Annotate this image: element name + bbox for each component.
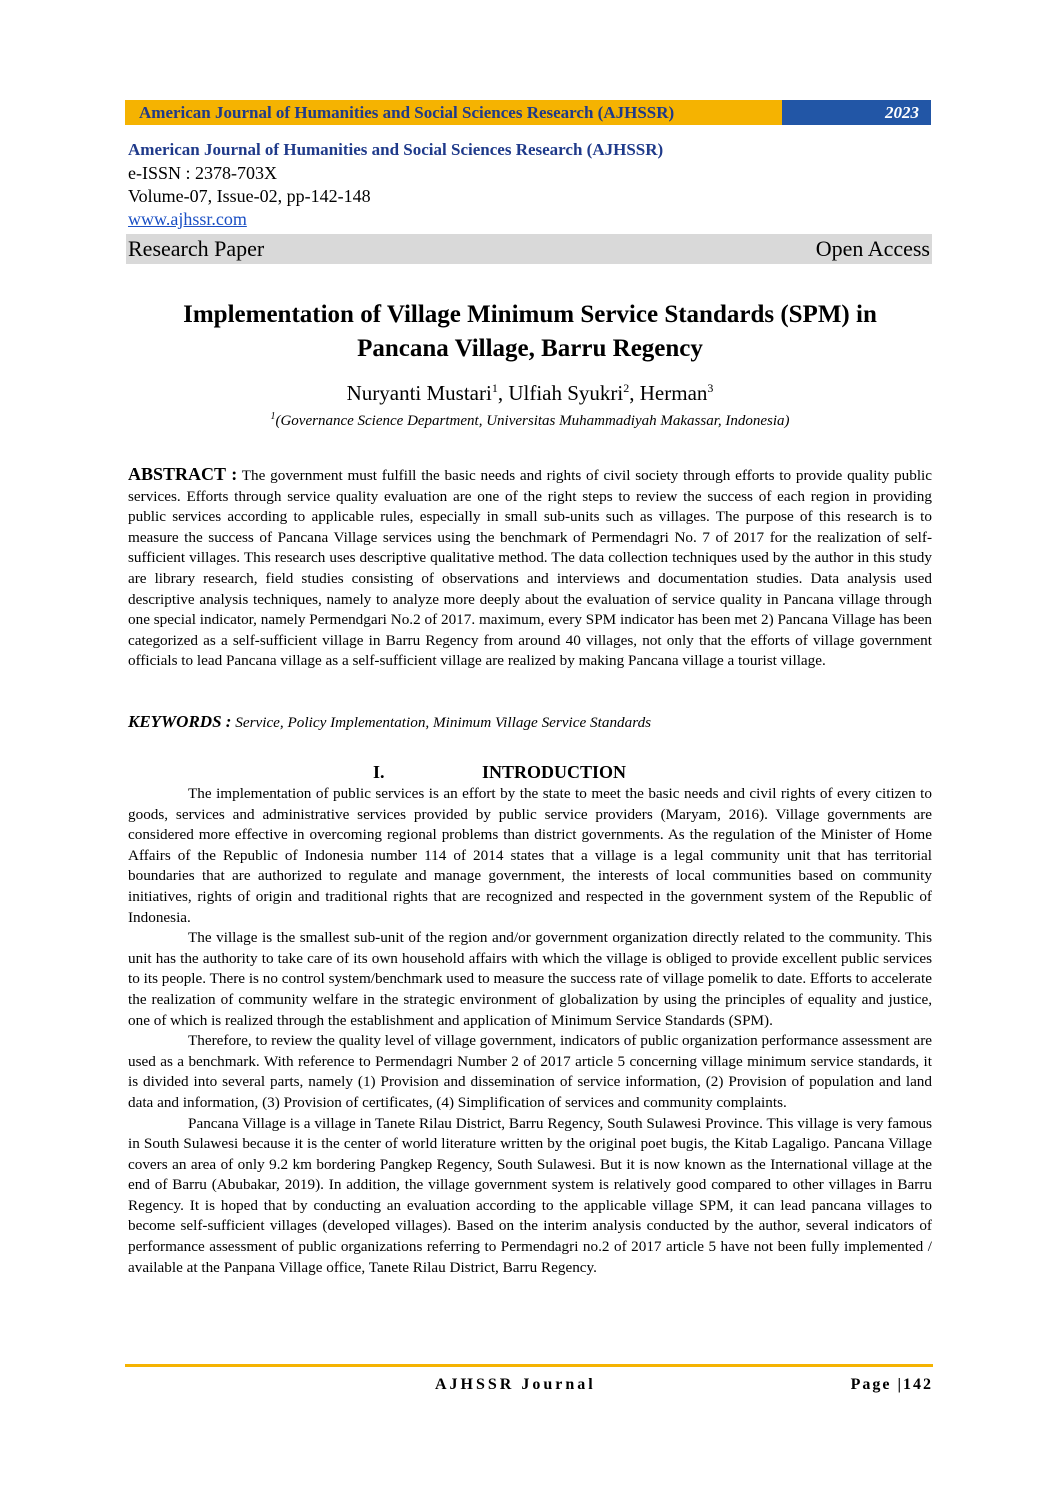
footer-journal: AJHSSR Journal — [435, 1376, 596, 1393]
keywords-label: KEYWORDS : — [128, 712, 232, 731]
page-label: Page | — [850, 1376, 903, 1393]
journal-name: American Journal of Humanities and Social Sciences Research (AJHSSR) — [128, 140, 664, 159]
paper-title — [100, 298, 960, 366]
introduction-body — [128, 784, 932, 1278]
paragraph: The implementation of public services is an effort by the state to meet the basic needs and civil rights of every citizen to goods, services and administrative services provided by public service providers (Maryam, 2016). Village governments are considered more effective in overcoming regional problems than district governments. As the regulation of the Minister of Home Affairs of the Republic of Indonesia number 114 of 2014 states that a village is a legal community unit that has territorial boundaries that are authorized to regulate and manage government, the interests of local communities based on community initiatives, rights of origin and traditional rights that are recognized and respected in the government system of the Republic of Indonesia. — [128, 785, 932, 926]
paper-type-bar — [126, 234, 932, 264]
journal-meta — [128, 138, 932, 231]
paragraph: Therefore, to review the quality level of village government, indicators of public organization performance assessment are used as a benchmark. With reference to Permendagri Number 2 of 2017 article 5 concerning village minimum service standards, it is divided into several parts, namely (1) Provision and dissemination of service information, (2) Provision of population and land data and information, (3) Provision of certificates, (4) Simplification of services and community complaints. — [128, 1032, 932, 1111]
website-link[interactable]: www.ajhssr.com — [128, 209, 247, 229]
paragraph: The village is the smallest sub-unit of the region and/or government organization directly related to the community. This unit has the authority to take care of its own household affairs with which the village is obliged to provide excellent public services to its people. There is no control system/benchmark used to measure the success rate of village pomelik to date. Efforts to accelerate the realization of community welfare in the strategic environment of globalization by using the principles of equality and justice, one of which is realized through the establishment and application of Minimum Service Standards (SPM). — [128, 929, 932, 1029]
running-header-year: 2023 — [782, 100, 931, 125]
running-header-journal: American Journal of Humanities and Social Sciences Research (AJHSSR) — [125, 100, 782, 125]
footer-rule — [125, 1364, 933, 1367]
footer — [125, 1376, 933, 1398]
paragraph: Pancana Village is a village in Tanete Rilau District, Barru Regency, South Sulawesi Province. This village is very famous in South Sulawesi because it is the center of world literature written by the original poet bugis, the Kitab Lagaligo. Pancana Village covers an area of only 9.2 km bordering Pangkep Regency, South Sulawesi. But it is now known as the International village at the end of Barru (Abubakar, 2019). In addition, the village government system is relatively good compared to other villages in Barru Regency. It is hoped that by conducting an evaluation according to the applicable village SPM, it can lead pancana villages to become self-sufficient villages (developed villages). Based on the interim analysis conducted by the author, several indicators of performance assessment of public organizations referring to Permendagri no.2 of 2017 article 5 have not been fully implemented / available at the Panpana Village office, Tanete Rilau District, Barru Regency. — [128, 1114, 932, 1276]
author-name: Nuryanti Mustari — [346, 381, 492, 405]
abstract-text: The government must fulfill the basic needs and rights of civil society through efforts to provide quality public services. Efforts through service quality evaluation are one of the right steps to review the success of each region in providing public services according to applicable rules, especially in small sub-units such as villages. The purpose of this research is to measure the success of Pancana Village services using the benchmark of Permendagri No. 7 of 2017 for the realization of self-sufficient villages. This research uses descriptive qualitative method. The data collection techniques used by the author in this study are library research, field studies consisting of observations and interviews and documentation studies. Data analysis used descriptive analysis techniques, namely to analyze more deeply about the evaluation of service quality in Pancana village through one special indicator, namely Permendgari No.2 of 2017. maximum, every SPM indicator has been met 2) Pancana Village has been categorized as a self-sufficient village in Barru Regency from around 40 villages, not only that the efforts of village government officials to lead Pancana village as a self-sufficient village are realized by making Pancana village a tourist village. — [128, 467, 932, 670]
author-name: Ulfiah Syukri — [508, 381, 624, 405]
author-sup: 1 — [491, 381, 498, 395]
author-sup: 3 — [707, 381, 714, 395]
issn: e-ISSN : 2378-703X — [128, 163, 277, 183]
paper-type: Research Paper — [128, 236, 265, 261]
affiliation-sup: 1 — [270, 411, 276, 422]
affiliation-text: (Governance Science Department, Universitas Muhammadiyah Makassar, Indonesia) — [275, 413, 790, 429]
volume-issue: Volume-07, Issue-02, pp-142-148 — [128, 186, 371, 206]
page-number: 142 — [903, 1376, 933, 1393]
access-type: Open Access — [815, 236, 930, 261]
section-title: INTRODUCTION — [482, 762, 627, 782]
footer-page — [851, 1376, 933, 1394]
affiliation — [100, 411, 960, 430]
keywords-text: Service, Policy Implementation, Minimum Village Service Standards — [235, 714, 652, 731]
author-sup: 2 — [623, 381, 630, 395]
abstract-label: ABSTRACT : — [128, 464, 238, 484]
author-name: Herman — [639, 381, 708, 405]
keywords — [128, 712, 932, 732]
authors: Nuryanti Mustari$^1$, Ulfiah Syukri$^2$, Herman$^3$ — [346, 381, 714, 405]
running-header — [125, 100, 931, 125]
abstract — [128, 464, 932, 672]
paper-title-line-2: Pancana Village, Barru Regency — [357, 335, 703, 362]
paper-title-line-1: Implementation of Village Minimum Service Standards (SPM) in — [183, 301, 877, 328]
section-number: I. — [373, 762, 385, 782]
